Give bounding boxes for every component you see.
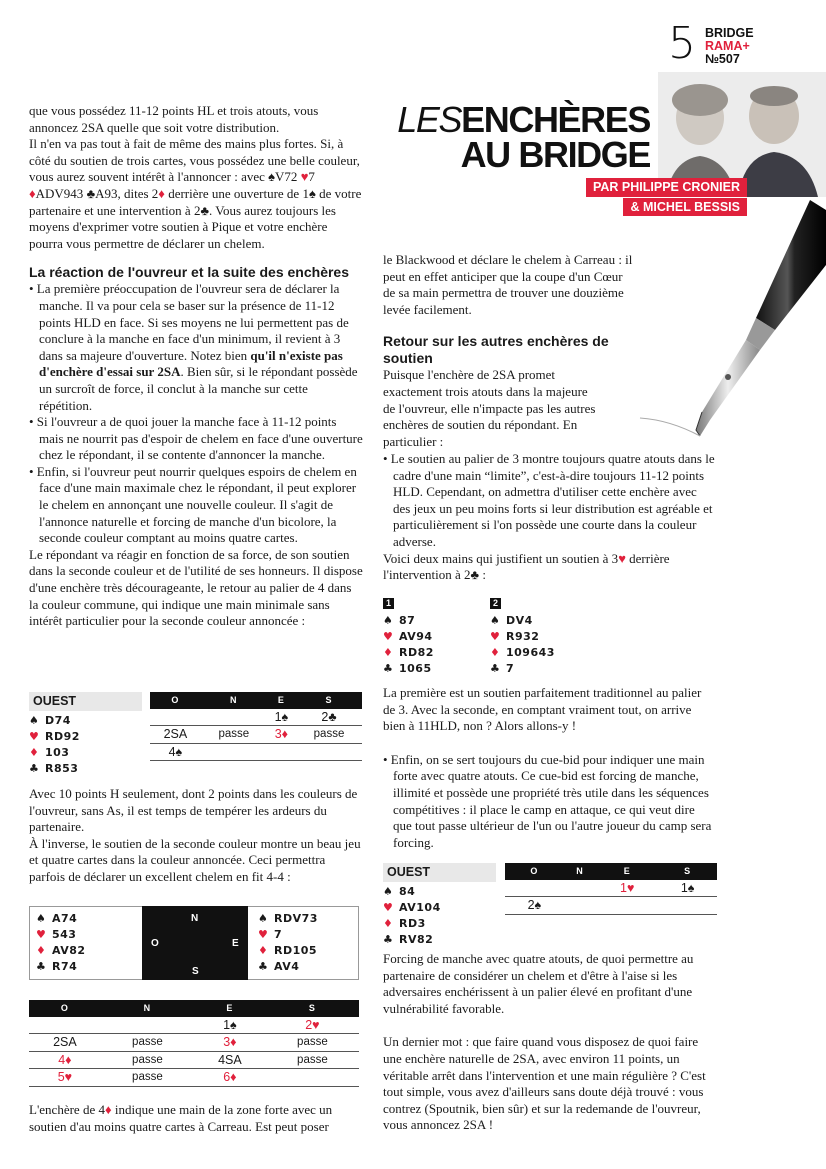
club-icon: ♣ [490,661,501,675]
diamond-icon: ♦ [36,944,47,957]
paragraph: Il n'en va pas tout à fait de même des mains plus fortes. Si, à côté du soutien de trois cartes, vous possédez une belle couleur, vous aurez souvent intérêt à l'annoncer : avec ♠V72 ♥7 ♦ADV943 ♣A93, dites 2♦ derrière une ouverture de 1♠ de votre partenaire et une intervention à 2♣. Vous aurez toujours les moyens d'exprimer votre soutien à Pique et votre enchère pourra vous permettre de déclarer un chelem. [29,136,362,251]
heart-icon: ♥ [258,928,269,941]
left-column-3 [29,1102,363,1135]
paragraph: À l'inverse, le soutien de la seconde couleur montre un beau jeu et quatre cartes dans la couleur annoncée. Ceci permettra parfois de déclarer un excellent chelem en fit 4-4 : [29,835,361,884]
paragraph: L'enchère de 4♦ indique une main de la zone forte avec un soutien d'au moins quatre cartes à Carreau. Est peut poser [29,1102,333,1134]
mag-line2: RAMA+ [705,39,750,53]
hearts-holding: RD92 [45,729,80,743]
club-icon: ♣ [36,960,47,973]
right-column-3 [383,685,715,851]
heart-icon: ♥ [29,729,40,743]
bid-row: 4♠ [150,743,362,761]
diamond-icon: ♦ [258,944,269,957]
byline [537,178,747,217]
club-icon: ♣ [383,661,394,675]
byline-line1: PAR PHILIPPE CRONIER [586,178,747,197]
paragraph: Forcing de manche avec quatre atouts, de quoi permettre au partenaire de considérer un chelem et d'être à l'aise si les adversaires enchérissent à un palier élevé en profitant d'une vulnérabilité favorable. [383,951,694,1016]
hand-example-1: 1 ♠ 87 ♥ AV94 ♦ RD82 ♣ 1065 [383,598,434,675]
bid-row: 1♠ 2♥ [29,1017,359,1034]
hand-label: OUEST [383,863,496,882]
bid-row: 5♥ passe 6♦ [29,1069,359,1087]
bullet-item: • Le soutien au palier de 3 montre toujours quatre atouts dans le cadre d'une main “limite”, c'est-à-dire toujours 11-12 points HLD. Cependant, on admettra d'utiliser cette enchère avec des jeux un peu moins forts si leur distribution est agréable et particulièrement si l'on possède une courte dans la couleur adverse. [383,451,715,549]
paragraph: que vous possédez 11-12 points HL et trois atouts, vous annoncez 2SA quelle que soit votre distribution. [29,103,319,135]
right-column [383,252,633,450]
diamond-icon: ♦ [383,645,394,659]
right-column-4 [383,951,715,1134]
paragraph: le Blackwood et déclare le chelem à Carreau : il peut en effet anticiper que la coupe d'un Cœur de sa main permettra de trouver une douzième levée facilement. [383,252,633,317]
spade-icon: ♠ [383,613,394,627]
diamond-icon: ♦ [490,645,501,659]
title-line2: AU BRIDGE [460,134,650,175]
bullet-item: • Enfin, on se sert toujours du cue-bid pour indiquer une main forte avec quatre atouts. Ce cue-bid est forcing de manche, illimité et possède une propriété très utile dans les séquences compétitives : il place le camp en attaque, ce qui veut dire que tout passe ultérieur de l'un ou l'autre joueur du camp sera forcing. [383,751,712,850]
mag-line1: BRIDGE [705,26,754,40]
paragraph: Le répondant va réagir en fonction de sa force, de son soutien dans la seconde couleur et de l'utilité de ses honneurs. Il dispose d'une enchère très décourageante, le retour au palier de 4 dans la couleur commune, qui indique une main minimale sans intérêt particulier pour la seconde couleur annoncée : [29,546,363,629]
heart-icon: ♥ [490,629,501,643]
spade-icon: ♠ [29,713,40,727]
bid-row: 2SA passe 3♦ passe [150,726,362,744]
hand-ouest-1 [29,692,142,777]
deal-diagram [29,906,359,980]
spade-icon: ♠ [36,912,47,925]
left-column [29,103,363,630]
clubs-holding: R853 [45,761,79,775]
paragraph: Avec 10 points H seulement, dont 2 points dans les couleurs de l'ouvreur, sans As, il est temps de tempérer les ardeurs du partenaire. [29,786,358,835]
bullet-item: • Si l'ouvreur a de quoi jouer la manche face à 11-12 points mais ne nourrit pas d'espoir de chelem en face d'une ouverture chez le répondant, il se contente d'annoncer la manche. [29,414,363,463]
paragraph: Voici deux mains qui justifient un soutien à 3♥ derrière l'intervention à 2♣ : [383,550,670,583]
bid-row: 4♦ passe 4SA passe [29,1051,359,1069]
bullet-item: • Enfin, si l'ouvreur peut nourrir quelques espoirs de chelem en face d'une main maximale chez le répondant, il peut explorer le chelem en annonçant une nouvelle couleur. Il s'agit de l'annonce naturelle et forcing de manche d'un bicolore, la seconde couleur comptant au moins quatre cartes. [29,463,357,546]
paragraph: La première est un soutien parfaitement traditionnel au palier de 3. Avec la seconde, en comptant vraiment tout, on arrive bien à 11HLD, non ? Alors allons-y ! [383,685,702,734]
heart-icon: ♥ [383,629,394,643]
compass-box: N O E S [142,906,248,980]
bid-row: 1♥ 1♠ [505,880,717,897]
example-number: 2 [490,598,501,609]
paragraph: Puisque l'enchère de 2SA promet exactement trois atouts dans la majeure de l'ouvreur, elle n'impacte pas les autres enchères de soutien du répondant. En particulier : [383,367,596,449]
east-hand: ♠ RDV73 ♥ 7 ♦ RD105 ♣ AV4 [258,912,318,973]
club-icon: ♣ [258,960,269,973]
title-prefix: LES [397,99,462,140]
diamond-icon: ♦ [29,745,40,759]
bidding-table-2: O N E S 1♠ 2♥ 2SA passe 3♦ passe 4♦ passe 4SA passe 5♥ passe 6♦ [29,1000,359,1087]
byline-line2: & MICHEL BESSIS [623,198,747,217]
club-icon: ♣ [383,932,394,946]
spades-holding: D74 [45,713,71,727]
heart-icon: ♥ [36,928,47,941]
mag-issue: №507 [705,52,740,66]
bid-row: 2♠ [505,897,717,915]
diamonds-holding: 103 [45,745,70,759]
diamond-icon: ♦ [383,916,394,930]
bidding-table-3: O N E S 1♥ 1♠ 2♠ [505,863,717,915]
example-number: 1 [383,598,394,609]
right-column-2 [383,451,715,584]
article-title [392,99,650,175]
section-heading: Retour sur les autres enchères de soutien [383,333,609,367]
heart-icon: ♥ [383,900,394,914]
paragraph: Un dernier mot : que faire quand vous disposez de quoi faire une enchère naturelle de 2SA, avec environ 11 points, un véritable arrêt dans l'intervention et une main régulière ? C'est tout simple, vous avez d'ailleurs sans doute déjà trouvé : vous contrez (Spoutnik, bien sûr) et sur la redemande de l'ouvreur, vous annoncez 2SA ! [383,1034,706,1133]
left-column-2 [29,786,363,886]
section-heading: La réaction de l'ouvreur et la suite des enchères [29,264,350,281]
bullet-item: • La première préoccupation de l'ouvreur sera de déclarer la manche. Il va pour cela se baser sur la présence de 11-12 points HLD en face. Si ses moyens ne lui permettent pas de conclure à la manche en face d'un minimum, il revient à 3 dans sa majeure d'ouverture. Notez bien qu'il n'existe pas d'enchère d'essai sur 2SA. Bien sûr, si le répondant possède un surcroît de force, il conclut à la manche sur cette répétition. [29,281,358,413]
bid-row: 2SA passe 3♦ passe [29,1034,359,1052]
issue-number: 5 [668,18,696,69]
title-word1: ENCHÈRES [461,99,650,140]
spade-icon: ♠ [383,884,394,898]
spade-icon: ♠ [490,613,501,627]
hand-example-2: 2 ♠ DV4 ♥ R932 ♦ 109643 ♣ 7 [490,598,555,675]
hand-label: OUEST [29,692,142,711]
bid-row: 1♠ 2♣ [150,709,362,726]
west-hand: ♠ A74 ♥ 543 ♦ AV82 ♣ R74 [36,912,86,973]
club-icon: ♣ [29,761,40,775]
bidding-table-1: O N E S 1♠ 2♣ 2SA passe 3♦ passe 4♠ [150,692,362,761]
hand-ouest-2: OUEST ♠ 84 ♥ AV104 ♦ RD3 ♣ RV82 [383,863,496,948]
spade-icon: ♠ [258,912,269,925]
